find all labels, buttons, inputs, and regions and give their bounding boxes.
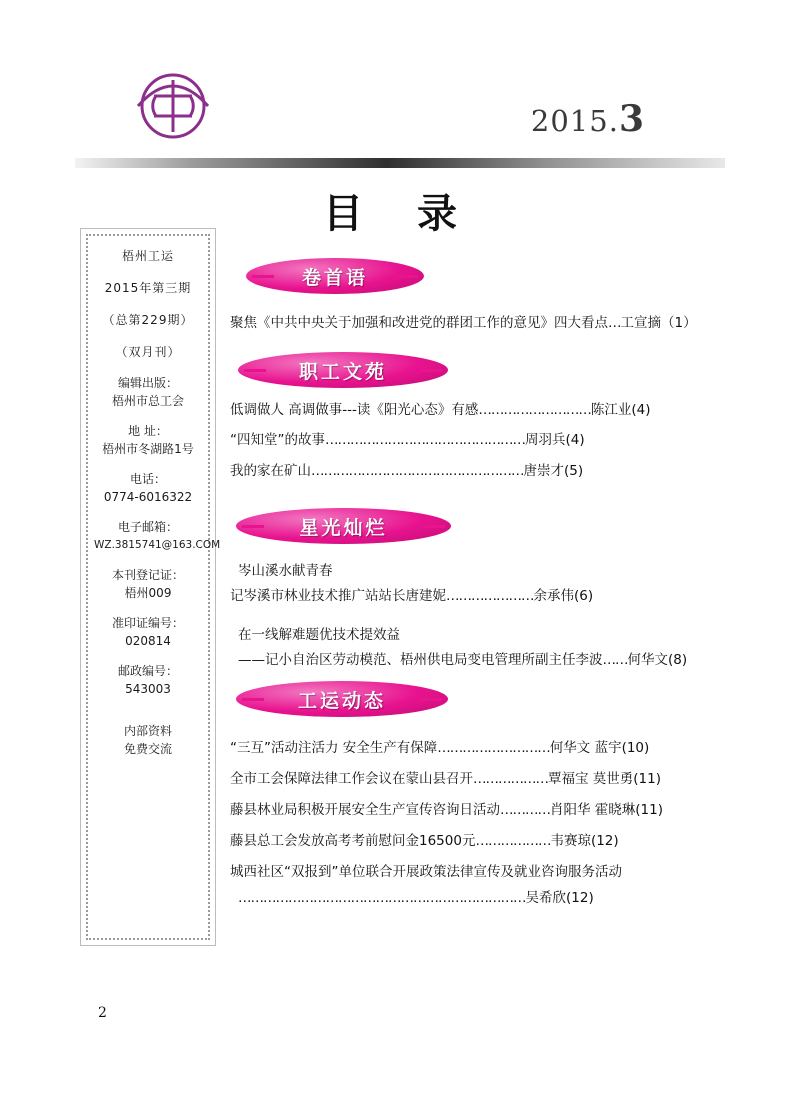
toc-entry-title: 全市工会保障法律工作会议在蒙山县召开: [230, 771, 473, 787]
toc-entry[interactable]: [230, 800, 663, 820]
sidebar-email-label: 电子邮箱：: [117, 520, 178, 534]
toc-entry[interactable]: [230, 586, 593, 606]
sidebar-address: 梧州市冬湖路1号: [102, 442, 194, 456]
section-banner-label: 星光灿烂: [299, 516, 388, 539]
banner-dash-left-icon: [244, 369, 266, 372]
sidebar-internal-line2: 免费交流: [123, 742, 172, 756]
banner-dash-left-icon: [242, 525, 264, 528]
sidebar-registration-label: 本刊登记证：: [111, 568, 184, 582]
sidebar-email: WZ.3815741@163.COM: [94, 539, 221, 551]
colophon-sidebar: [80, 228, 221, 946]
banner-dash-left-icon: [252, 275, 274, 278]
toc-entry[interactable]: [230, 738, 649, 758]
banner-dash-right-icon: [420, 698, 442, 701]
sidebar-internal-line1: 内部资料: [123, 724, 172, 738]
toc-entry-dots: …………………………………………: [325, 432, 525, 448]
toc-entry-author-page: 周羽兵(4): [525, 432, 585, 448]
toc-entry-line1: 城西社区“双报到”单位联合开展政策法律宣传及就业咨询服务活动: [230, 864, 622, 880]
banner-dash-right-icon: [396, 275, 418, 278]
toc-entry-dots: …: [608, 315, 621, 331]
toc-entry[interactable]: [230, 769, 661, 789]
toc-entry-dots: ………………: [473, 771, 548, 787]
toc-entry-continuation[interactable]: [238, 888, 594, 908]
sidebar-publisher-label: 编辑出版：: [117, 376, 178, 390]
sidebar-title: 梧州工运: [121, 249, 174, 263]
banner-dash-right-icon: [423, 525, 445, 528]
toc-entry[interactable]: [238, 650, 687, 670]
sidebar-print-number: 020814: [125, 634, 171, 648]
sidebar-publisher: 梧州市总工会: [111, 394, 184, 408]
toc-entry-author-page: 吴希欣(12): [525, 890, 594, 906]
toc-entry-dots: ………………………: [437, 740, 550, 756]
toc-entry-author-page: 何华文(8): [627, 652, 688, 668]
toc-entry[interactable]: [230, 430, 585, 450]
sidebar-print-label: 准印证编号：: [111, 616, 184, 630]
banner-dash-right-icon: [420, 369, 442, 372]
issue-year: 2015.: [530, 104, 619, 138]
toc-entry-dots: …………: [500, 802, 550, 818]
issue-date: [531, 98, 645, 140]
sidebar-postcode-label: 邮政编号：: [117, 664, 178, 678]
toc-entry-author-page: 韦赛琼(12): [550, 833, 619, 849]
section-banner-stars: [236, 508, 451, 544]
toc-entry-line1: 在一线解难题优技术提效益: [238, 627, 400, 643]
toc-entry-title: 我的家在矿山: [230, 463, 311, 479]
sidebar-issue-line: 2015年第三期: [104, 281, 192, 295]
toc-entry[interactable]: [230, 461, 583, 481]
toc-entry-author-page: 唐崇才(5): [523, 463, 584, 479]
toc-entry-dots: ………………………: [478, 402, 591, 418]
sidebar-phone-label: 电话：: [129, 472, 166, 486]
toc-entry-line1: 岑山溪水献青春: [238, 563, 333, 579]
toc-entry[interactable]: [230, 862, 622, 882]
section-banner-label: 工运动态: [297, 689, 386, 712]
toc-entry-line2: ——记小自治区劳动模范、梧州供电局变电管理所副主任李波: [238, 652, 603, 668]
toc-entry-author-page: 余承伟(6): [533, 588, 594, 604]
toc-entry-dots: …………………: [446, 588, 534, 604]
section-banner-label: 职工文苑: [298, 360, 387, 383]
sidebar-frequency: （双月刊）: [115, 345, 181, 359]
toc-entry[interactable]: [230, 831, 619, 851]
toc-entry-dots: ………………: [475, 833, 551, 849]
toc-entry-dots: ……………………………………………………………: [238, 890, 526, 906]
toc-entry-title: 聚焦《中共中央关于加强和改进党的群团工作的意见》四大看点: [230, 315, 608, 331]
union-emblem-logo: [130, 70, 216, 142]
toc-entry-author-page: 陈江业(4): [590, 402, 651, 418]
toc-entry-dots: ……: [602, 652, 628, 668]
toc-entry-title: 藤县林业局积极开展安全生产宣传咨询日活动: [230, 802, 500, 818]
toc-entry[interactable]: [230, 313, 697, 333]
sidebar-postcode: 543003: [125, 682, 171, 696]
page-number: 2: [98, 1005, 107, 1021]
toc-entry-title: 低调做人 高调做事---读《阳光心态》有感: [230, 402, 479, 418]
toc-entry-author-page: 肖阳华 霍晓琳(11): [550, 802, 664, 818]
sidebar-total-issue: （总第229期）: [102, 313, 194, 327]
masthead: [0, 60, 800, 160]
section-banner-preface: [246, 258, 424, 294]
toc-entry-line2: 记岑溪市林业技术推广站站长唐建妮: [230, 588, 446, 604]
page-title: 目 录: [323, 190, 477, 237]
toc-entry-subtitle: [238, 561, 333, 581]
header-divider: [75, 158, 725, 168]
section-banner-literature: [238, 352, 448, 388]
sidebar-registration: 梧州009: [124, 586, 172, 600]
sidebar-address-label: 地 址：: [128, 424, 168, 438]
toc-entry-dots: ……………………………………………: [311, 463, 524, 479]
toc-entry-subtitle: [238, 625, 400, 645]
issue-number: 3: [618, 98, 645, 140]
section-banner-label: 卷首语: [301, 266, 368, 289]
section-banner-news: [236, 681, 448, 717]
banner-dash-left-icon: [242, 698, 264, 701]
toc-entry[interactable]: [230, 400, 651, 420]
toc-entry-title: “三互”活动注活力 安全生产有保障: [230, 740, 438, 756]
toc-entry-author-page: 覃福宝 莫世勇(11): [548, 771, 662, 787]
sidebar-phone: 0774-6016322: [103, 490, 193, 504]
toc-entry-author-page: 何华文 蓝宇(10): [549, 740, 650, 756]
toc-entry-title: 藤县总工会发放高考考前慰问金16500元: [230, 833, 476, 849]
toc-entry-title: “四知堂”的故事: [230, 432, 325, 448]
toc-entry-author-page: 工宣摘（1）: [620, 315, 697, 331]
